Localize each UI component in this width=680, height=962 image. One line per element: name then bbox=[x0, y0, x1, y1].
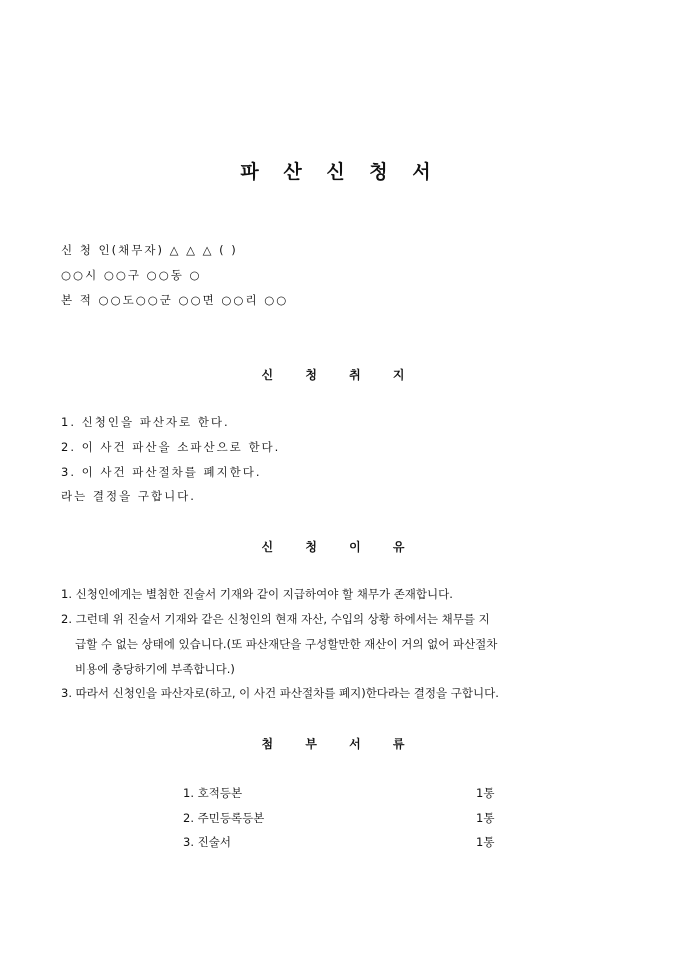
purpose-heading: 신 청 취 지 bbox=[261, 368, 419, 382]
attachment-name-3: 3. 진술서 bbox=[183, 835, 231, 849]
reason-item-2-line-1: 2. 그런데 위 진술서 기재와 같은 신청인의 현재 자산, 수입의 상황 하에서는 채무를 지 bbox=[61, 612, 490, 626]
reasons-heading: 신 청 이 유 bbox=[261, 540, 419, 554]
reason-item-2-line-3: 비용에 충당하기에 부족합니다.) bbox=[75, 662, 235, 676]
attachment-qty-2: 1통 bbox=[476, 811, 495, 825]
purpose-item-3: 3. 이 사건 파산절차를 폐지한다. bbox=[61, 465, 262, 479]
purpose-closing: 라는 결정을 구합니다. bbox=[61, 489, 196, 503]
applicant-domicile-line: 본 적 ○○도○○군 ○○면 ○○리 ○○ bbox=[61, 293, 289, 307]
applicant-name-line: 신 청 인(채무자) △ △ △ ( ) bbox=[61, 243, 238, 257]
purpose-item-2: 2. 이 사건 파산을 소파산으로 한다. bbox=[61, 440, 281, 454]
reason-item-3: 3. 따라서 신청인을 파산자로(하고, 이 사건 파산절차를 폐지)한다라는 결정을 구합니다. bbox=[61, 686, 499, 700]
reason-item-2-line-2: 급할 수 없는 상태에 있습니다.(또 파산재단을 구성할만한 재산이 거의 없어 파산절차 bbox=[75, 637, 498, 651]
attachment-qty-1: 1통 bbox=[476, 786, 495, 800]
document-title: 파 산 신 청 서 bbox=[240, 161, 440, 183]
applicant-address-line: ○○시 ○○구 ○○동 ○ bbox=[61, 268, 202, 282]
attachment-name-1: 1. 호적등본 bbox=[183, 786, 243, 800]
purpose-item-1: 1. 신청인을 파산자로 한다. bbox=[61, 415, 230, 429]
reason-item-1: 1. 신청인에게는 별첨한 진술서 기재와 같이 지급하여야 할 채무가 존재합니다. bbox=[61, 587, 453, 601]
attachments-heading: 첨 부 서 류 bbox=[261, 737, 419, 751]
attachment-name-2: 2. 주민등록등본 bbox=[183, 811, 265, 825]
attachment-qty-3: 1통 bbox=[476, 835, 495, 849]
